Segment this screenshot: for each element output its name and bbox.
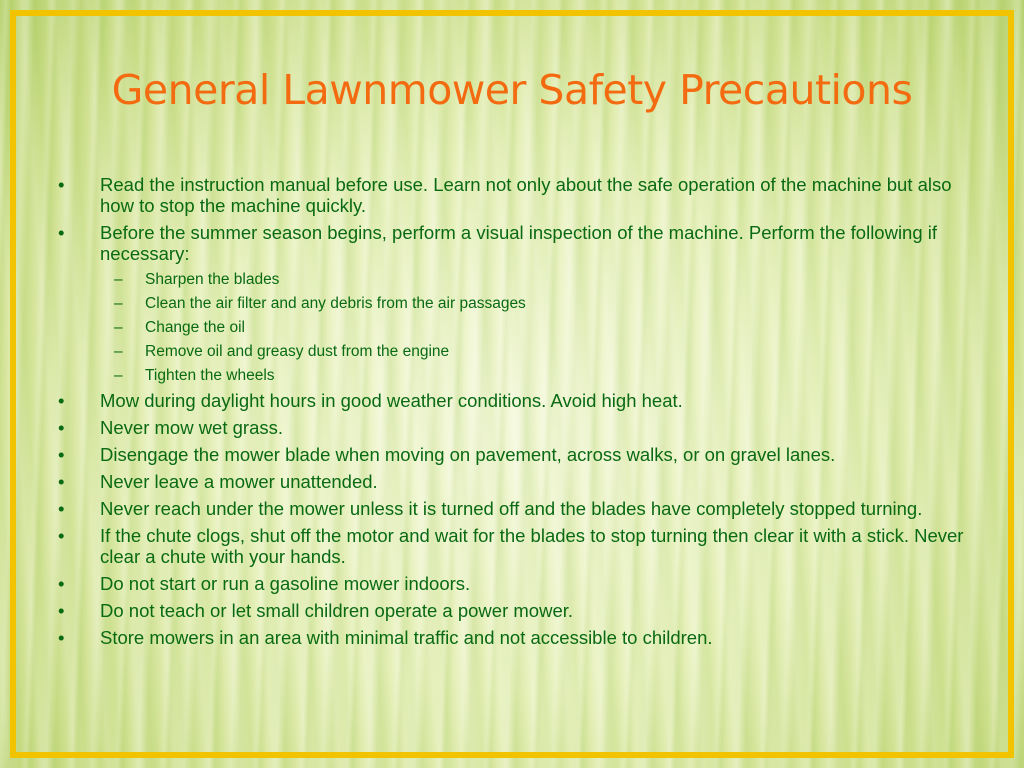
bullet-item [58, 444, 970, 465]
bullet-item [58, 627, 970, 648]
bullet-item [58, 600, 970, 621]
sub-bullet-item [58, 270, 970, 289]
sub-bullet-text: Tighten the wheels [145, 367, 275, 384]
bullet-item [58, 417, 970, 438]
bullet-marker: • [58, 417, 65, 438]
bullet-item [58, 222, 970, 264]
sub-bullet-text: Remove oil and greasy dust from the engine [145, 343, 450, 360]
bullet-item [58, 498, 970, 519]
bullet-item [58, 471, 970, 492]
bullet-text: Never leave a mower unattended. [100, 471, 378, 492]
bullet-marker: • [58, 498, 65, 519]
sub-bullet-marker: – [114, 295, 123, 312]
sub-bullet-item [58, 366, 970, 385]
slide-title: General Lawnmower Safety Precautions [111, 66, 913, 114]
sub-bullet-text: Clean the air filter and any debris from the air passages [145, 295, 526, 312]
bullet-text: Mow during daylight hours in good weather conditions. Avoid high heat. [100, 390, 683, 411]
bullet-marker: • [58, 444, 65, 465]
bullet-marker: • [58, 390, 65, 411]
bullet-marker: • [58, 222, 65, 243]
bullet-marker: • [58, 600, 65, 621]
sub-bullet-item [58, 318, 970, 337]
sub-bullet-marker: – [114, 271, 123, 288]
bullet-marker: • [58, 471, 65, 492]
bullet-text: Never reach under the mower unless it is turned off and the blades have completely stopped turning. [100, 498, 923, 519]
sub-bullet-marker: – [114, 343, 123, 360]
bullet-item [58, 573, 970, 594]
bullet-marker: • [58, 525, 65, 546]
bullet-item [58, 390, 970, 411]
sub-bullet-item [58, 294, 970, 313]
bullet-text: Never mow wet grass. [100, 417, 283, 438]
bullet-text: Do not teach or let small children operate a power mower. [100, 600, 574, 621]
bullet-text: Store mowers in an area with minimal traffic and not accessible to children. [100, 627, 713, 648]
sub-bullet-marker: – [114, 367, 123, 384]
bullet-text: Read the instruction manual before use. Learn not only about the safe operation of the machine but also how to stop the machine quickly. [100, 174, 952, 216]
bullet-list [58, 174, 970, 654]
sub-bullet-item [58, 342, 970, 361]
sub-bullet-text: Change the oil [145, 319, 245, 336]
bullet-text: Before the summer season begins, perform a visual inspection of the machine. Perform the following if necessary: [100, 222, 938, 264]
bullet-marker: • [58, 174, 65, 195]
bullet-text: Disengage the mower blade when moving on pavement, across walks, or on gravel lanes. [100, 444, 836, 465]
sub-bullet-marker: – [114, 319, 123, 336]
bullet-marker: • [58, 627, 65, 648]
bullet-text: Do not start or run a gasoline mower indoors. [100, 573, 471, 594]
bullet-item [58, 174, 970, 216]
bullet-marker: • [58, 573, 65, 594]
sub-bullet-text: Sharpen the blades [145, 271, 280, 288]
sub-bullet-list [58, 270, 970, 385]
bullet-item [58, 525, 970, 567]
bullet-text: If the chute clogs, shut off the motor and wait for the blades to stop turning then clear it with a stick. Never clear a chute with your hands. [100, 525, 964, 567]
